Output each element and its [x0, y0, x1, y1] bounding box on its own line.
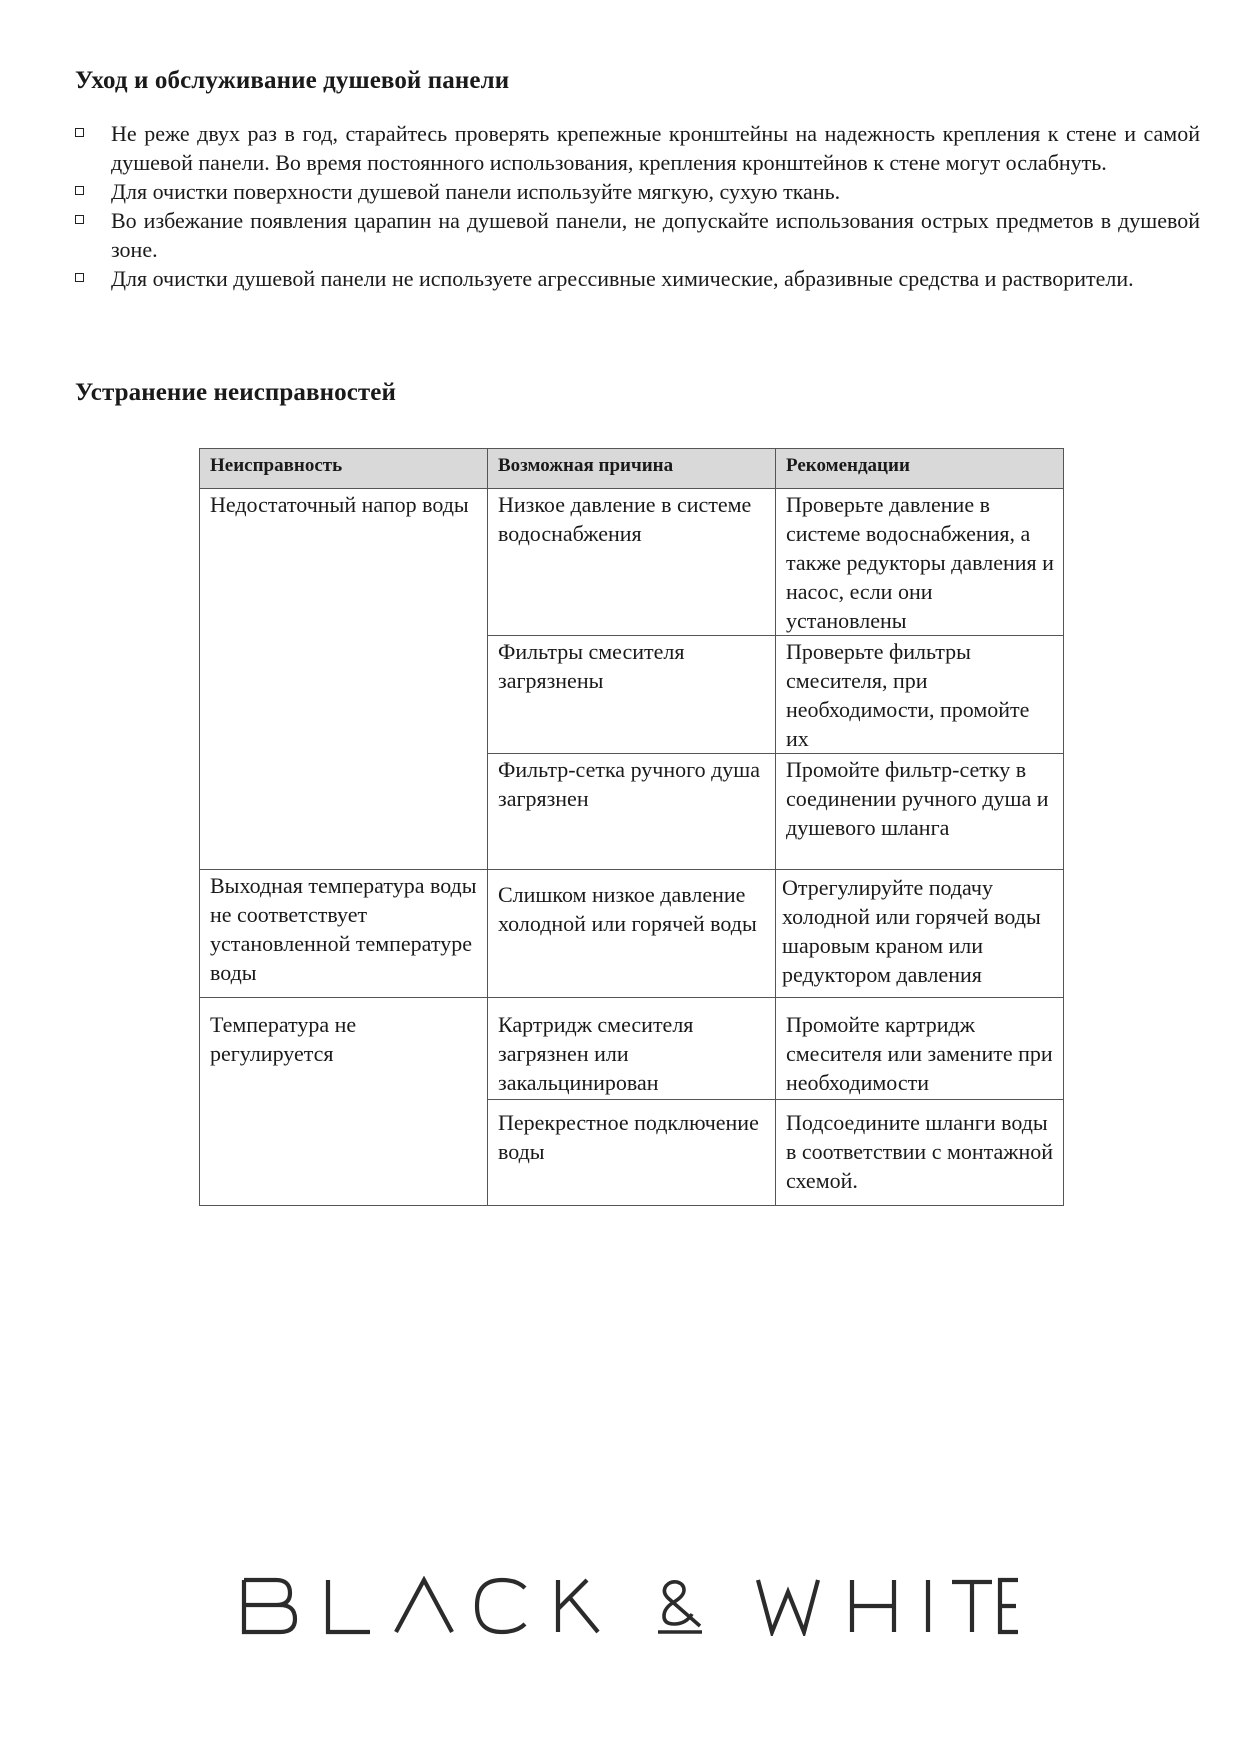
checkbox-bullet-icon	[75, 128, 84, 137]
header-recommendation: Рекомендации	[776, 449, 1064, 489]
recommendation-cell: Проверьте фильтры смесителя, при необходимости, промойте их	[776, 636, 1064, 754]
care-section-title: Уход и обслуживание душевой панели	[75, 67, 510, 94]
fault-cell: Выходная температура воды не соответствует установленной температуре воды	[200, 870, 488, 998]
checkbox-bullet-icon	[75, 186, 84, 195]
recommendation-cell: Промойте картридж смесителя или замените при необходимости	[776, 998, 1064, 1100]
header-cause: Возможная причина	[488, 449, 776, 489]
cause-cell: Фильтры смесителя загрязнены	[488, 636, 776, 754]
fault-cell: Температура не регулируется	[200, 998, 488, 1206]
troubleshooting-table	[199, 448, 1064, 1206]
fault-cell: Недостаточный напор воды	[200, 489, 488, 870]
table-row	[200, 998, 1064, 1100]
recommendation-cell: Подсоедините шланги воды в соответствии с монтажной схемой.	[776, 1100, 1064, 1206]
cause-cell: Низкое давление в системе водоснабжения	[488, 489, 776, 636]
black-and-white-logo	[240, 1576, 1020, 1636]
table-header-row	[200, 449, 1064, 489]
checkbox-bullet-icon	[75, 273, 84, 282]
cause-cell: Картридж смесителя загрязнен или закальцинирован	[488, 998, 776, 1100]
care-list-item: Для очистки душевой панели не используете агрессивные химические, абразивные средства и растворители.	[75, 264, 1200, 293]
cause-cell: Перекрестное подключение воды	[488, 1100, 776, 1206]
recommendation-cell: Отрегулируйте подачу холодной или горячей воды шаровым краном или редуктором давления	[776, 870, 1064, 998]
care-list-item: Во избежание появления царапин на душевой панели, не допускайте использования острых предметов в душевой зоне.	[75, 206, 1200, 264]
care-list	[75, 119, 1200, 293]
cause-cell: Фильтр-сетка ручного душа загрязнен	[488, 754, 776, 870]
checkbox-bullet-icon	[75, 215, 84, 224]
care-list-item: Не реже двух раз в год, старайтесь проверять крепежные кронштейны на надежность крепления к стене и самой душевой панели. Во время постоянного использования, крепления кронштейнов к стене могут ослабнуть.	[75, 119, 1200, 177]
troubleshooting-section-title: Устранение неисправностей	[75, 379, 396, 406]
recommendation-cell: Проверьте давление в системе водоснабжения, а также редукторы давления и насос, если они установлены	[776, 489, 1064, 636]
cause-cell: Слишком низкое давление холодной или горячей воды	[488, 870, 776, 998]
care-list-item: Для очистки поверхности душевой панели используйте мягкую, сухую ткань.	[75, 177, 1200, 206]
table-row	[200, 489, 1064, 636]
recommendation-cell: Промойте фильтр-сетку в соединении ручного душа и душевого шланга	[776, 754, 1064, 870]
table-row	[200, 870, 1064, 998]
header-fault: Неисправность	[200, 449, 488, 489]
